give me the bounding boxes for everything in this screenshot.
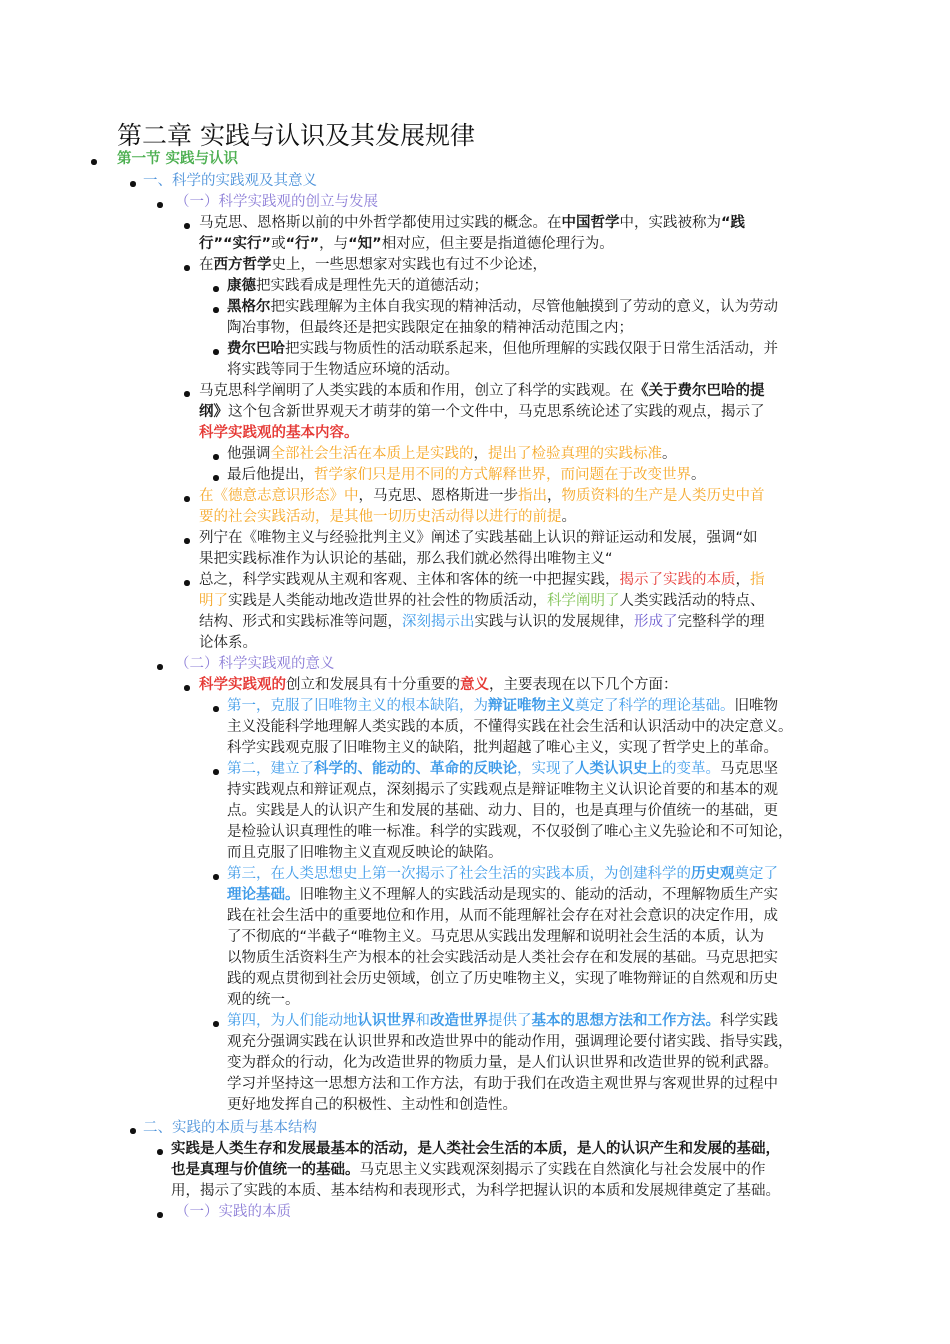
paragraph-line: 用，揭示了实践的本质、基本结构和表现形式，为科学把握认识的本质和发展规律奠定了基础。 (171, 1183, 780, 1199)
paragraph-line: 更好地发挥自己的积极性、主动性和创造性。 (227, 1097, 517, 1113)
subsubsection-heading: （二）科学实践观的意义 (175, 656, 335, 672)
bullet-icon (91, 159, 97, 165)
paragraph-line: 第二，建立了科学的、能动的、革命的反映论，实现了人类认识史上的变革。马克思坚 (227, 761, 778, 777)
bullet-icon (130, 1128, 136, 1134)
paragraph-line: 变为群众的行动，化为改造世界的物质力量，是人们认识世界和改造世界的锐利武器。 (227, 1055, 778, 1071)
paragraph-line: 理论基础。旧唯物主义不理解人的实践活动是现实的、能动的活动，不理解物质生产实 (227, 887, 778, 903)
paragraph-line: 主义没能科学地理解人类实践的本质，不懂得实践在社会生活和认识活动中的决定意义。 (227, 719, 793, 735)
bullet-icon (184, 265, 190, 271)
bullet-icon (184, 223, 190, 229)
paragraph-line: 论体系。 (199, 635, 257, 651)
paragraph-line: 持实践观点和辩证观点，深刻揭示了实践观点是辩证唯物主义认识论首要的和基本的观 (227, 782, 778, 798)
paragraph-line: 也是真理与价值统一的基础。马克思主义实践观深刻揭示了实践在自然演化与社会发展中的作 (171, 1162, 766, 1178)
bullet-icon (213, 1021, 219, 1027)
paragraph-line: 而且克服了旧唯物主义直观反映论的缺陷。 (227, 845, 503, 861)
paragraph-line: 马克思科学阐明了人类实践的本质和作用，创立了科学的实践观。在《关于费尔巴哈的提 (199, 383, 765, 399)
paragraph-line: 果把实践标准作为认识论的基础，那么我们就必然得出唯物主义“ (199, 551, 613, 567)
paragraph-line: 列宁在《唯物主义与经验批判主义》阐述了实践基础上认识的辩证运动和发展，强调“如 (199, 530, 758, 546)
bullet-icon (184, 538, 190, 544)
bullet-icon (157, 1212, 163, 1218)
bullet-icon (213, 769, 219, 775)
paragraph-line: 以物质生活资料生产为根本的社会实践活动是人类社会存在和发展的基础。马克思把实 (227, 950, 778, 966)
paragraph-line: 明了实践是人类能动地改造世界的社会性的物质活动，科学阐明了人类实践活动的特点、 (199, 593, 765, 609)
paragraph-line: 观的统一。 (227, 992, 300, 1008)
paragraph-line: 第三，在人类思想史上第一次揭示了社会生活的实践本质，为创建科学的历史观奠定了 (227, 866, 778, 882)
chapter-title: 第二章 实践与认识及其发展规律 (117, 121, 475, 150)
paragraph-line: 将实践等同于生物适应环境的活动。 (227, 362, 459, 378)
paragraph-line: 科学实践观的基本内容。 (199, 425, 359, 441)
bullet-icon (213, 706, 219, 712)
bullet-icon (184, 391, 190, 397)
paragraph-line: 他强调全部社会生活在本质上是实践的，提出了检验真理的实践标准。 (227, 446, 677, 462)
paragraph-line: 科学实践观的创立和发展具有十分重要的意义，主要表现在以下几个方面： (199, 677, 678, 693)
bullet-icon (157, 202, 163, 208)
paragraph-line: 纲》这个包含新世界观天才萌芽的第一个文件中，马克思系统论述了实践的观点，揭示了 (199, 404, 765, 420)
bullet-icon (213, 307, 219, 313)
bullet-icon (213, 874, 219, 880)
paragraph-line: 费尔巴哈把实践与物质性的活动联系起来，但他所理解的实践仅限于日常生活活动，并 (227, 341, 778, 357)
bullet-icon (213, 349, 219, 355)
bullet-icon (184, 580, 190, 586)
bullet-icon (213, 475, 219, 481)
bullet-icon (213, 286, 219, 292)
paragraph-line: 践在社会生活中的重要地位和作用，从而不能理解社会存在对社会意识的决定作用，成 (227, 908, 778, 924)
paragraph-line: 陶冶事物，但最终还是把实践限定在抽象的精神活动范围之内； (227, 320, 633, 336)
paragraph-line: 要的社会实践活动，是其他一切历史活动得以进行的前提。 (199, 509, 576, 525)
bullet-icon (213, 454, 219, 460)
paragraph-line: 康德把实践看成是理性先天的道德活动； (227, 278, 488, 294)
bullet-icon (184, 496, 190, 502)
paragraph-line: 第一，克服了旧唯物主义的根本缺陷，为辩证唯物主义奠定了科学的理论基础。旧唯物 (227, 698, 778, 714)
paragraph-line: 践的观点贯彻到社会历史领域，创立了历史唯物主义，实现了唯物辩证的自然观和历史 (227, 971, 778, 987)
subsection-heading: 一、科学的实践观及其意义 (143, 173, 317, 189)
paragraph-line: 在《德意志意识形态》中，马克思、恩格斯进一步指出，物质资料的生产是人类历史中首 (199, 488, 765, 504)
bullet-icon (157, 1149, 163, 1155)
subsection-heading: 二、实践的本质与基本结构 (143, 1120, 317, 1136)
paragraph-line: 观充分强调实践在认识世界和改造世界中的能动作用，强调理论要付诸实践、指导实践， (227, 1034, 793, 1050)
paragraph-line: 行”“实行”或“行”，与“知”相对应，但主要是指道德伦理行为。 (199, 236, 614, 252)
paragraph-line: 马克思、恩格斯以前的中外哲学都使用过实践的概念。在中国哲学中，实践被称为“践 (199, 215, 746, 231)
paragraph-line: 了不彻底的“半截子“唯物主义。马克思从实践出发理解和说明社会生活的本质，认为 (227, 929, 765, 945)
paragraph-line: 在西方哲学史上，一些思想家对实践也有过不少论述， (199, 257, 547, 273)
paragraph-line: 最后他提出，哲学家们只是用不同的方式解释世界，而问题在于改变世界。 (227, 467, 706, 483)
paragraph-line: 结构、形式和实践标准等问题，深刻揭示出实践与认识的发展规律，形成了完整科学的理 (199, 614, 765, 630)
paragraph-line: 科学实践观克服了旧唯物主义的缺陷，批判超越了唯心主义，实现了哲学史上的革命。 (227, 740, 778, 756)
subsubsection-heading: （一）科学实践观的创立与发展 (175, 194, 378, 210)
bullet-icon (157, 664, 163, 670)
bullet-icon (184, 685, 190, 691)
paragraph-line: 实践是人类生存和发展最基本的活动，是人类社会生活的本质，是人的认识产生和发展的基础， (171, 1141, 780, 1157)
paragraph-line: 第四，为人们能动地认识世界和改造世界提供了基本的思想方法和工作方法。科学实践 (227, 1013, 778, 1029)
bullet-icon (130, 181, 136, 187)
subsubsection-heading: （一）实践的本质 (175, 1204, 291, 1220)
paragraph-line: 是检验认识真理性的唯一标准。科学的实践观，不仅驳倒了唯心主义先验论和不可知论， (227, 824, 793, 840)
paragraph-line: 学习并坚持这一思想方法和工作方法，有助于我们在改造主观世界与客观世界的过程中 (227, 1076, 778, 1092)
paragraph-line: 点。实践是人的认识产生和发展的基础、动力、目的，也是真理与价值统一的基础，更 (227, 803, 778, 819)
section-heading: 第一节 实践与认识 (117, 151, 239, 167)
paragraph-line: 总之，科学实践观从主观和客观、主体和客体的统一中把握实践，揭示了实践的本质，指 (199, 572, 765, 588)
paragraph-line: 黑格尔把实践理解为主体自我实现的精神活动，尽管他触摸到了劳动的意义，认为劳动 (227, 299, 778, 315)
